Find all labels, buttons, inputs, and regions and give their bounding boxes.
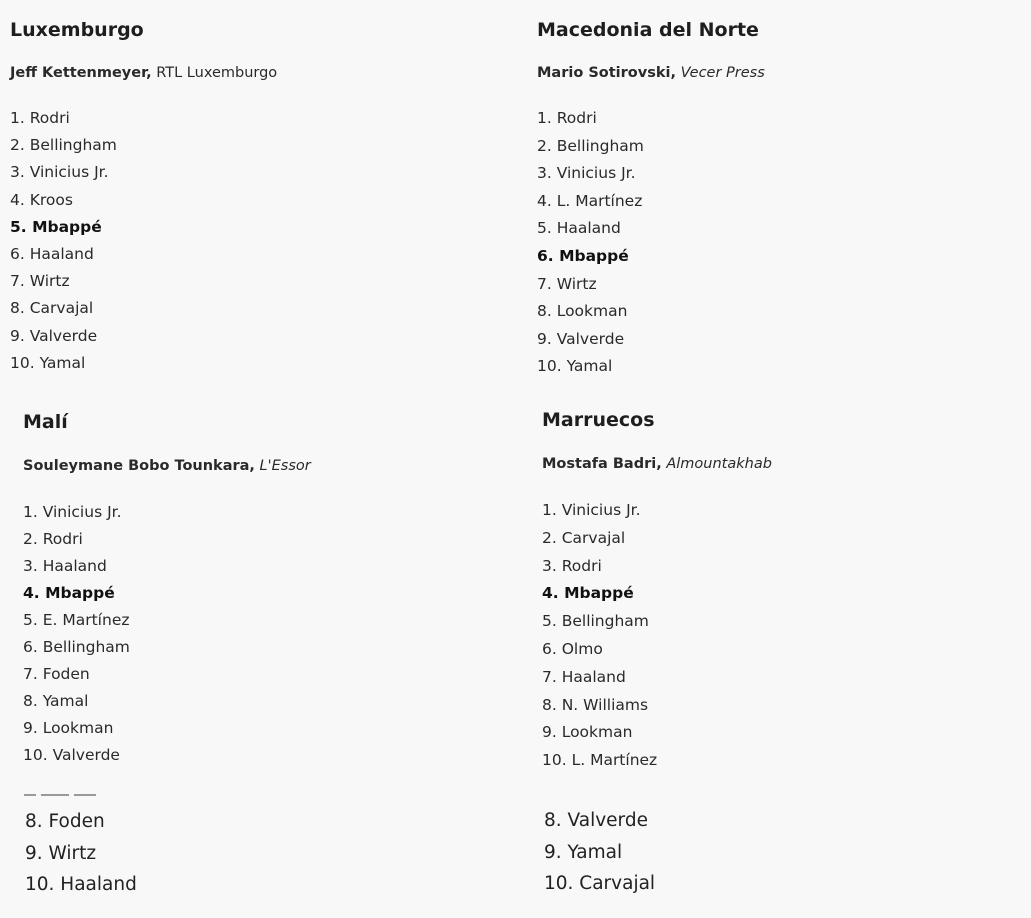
separator: , — [146, 65, 152, 81]
ranking-item: 5. E. Martínez — [23, 611, 130, 629]
ranking-item: 2. Bellingham — [537, 136, 644, 155]
ranking-item: 7. Wirtz — [10, 272, 70, 291]
ranking-item: 10. Yamal — [10, 353, 86, 372]
ranking-item: 4. Kroos — [10, 190, 73, 209]
ranking-item: 3. Rodri — [542, 556, 602, 575]
ranking-item-highlighted: 6. Mbappé — [537, 246, 629, 265]
ranking-item: 7. Foden — [23, 665, 90, 683]
ranking-item: 1. Vinicius Jr. — [23, 503, 122, 521]
ranking-item: 10. Valverde — [23, 746, 120, 764]
ranking-item: 8. Valverde — [544, 810, 648, 831]
ballot-luxembourg — [10, 18, 277, 377]
ranking-item: 7. Haaland — [542, 667, 626, 686]
ranking-item: 1. Rodri — [537, 109, 597, 127]
ranking-item: 10. Haaland — [25, 874, 137, 895]
ranking-item: 6. Haaland — [10, 245, 94, 264]
separator: , — [656, 456, 662, 472]
ranking-item: 9. Valverde — [10, 326, 98, 345]
ranking-item: 4. L. Martínez — [537, 191, 643, 210]
ranking-item: 3. Vinicius Jr. — [10, 163, 109, 182]
ranking-list — [537, 105, 765, 381]
ranking-item: 10. Carvajal — [544, 873, 656, 894]
ranking-item: 8. Foden — [25, 811, 105, 832]
ranking-item: 8. N. Williams — [542, 695, 649, 714]
second-image-left-list — [25, 806, 137, 901]
media-outlet: Almountakhab — [666, 456, 772, 472]
country-heading: Malí — [23, 411, 68, 433]
ranking-item: 5. Bellingham — [542, 612, 649, 631]
ballot-morocco — [542, 408, 772, 775]
ranking-item-highlighted: 4. Mbappé — [542, 584, 634, 603]
ballot-north-macedonia — [537, 18, 765, 381]
country-heading: Macedonia del Norte — [537, 19, 759, 41]
ranking-item: 9. Lookman — [23, 719, 114, 737]
second-image-right-list — [544, 805, 655, 900]
ranking-item: 8. Yamal — [23, 692, 89, 710]
journalist-name: Souleymane Bobo Tounkara — [23, 458, 250, 474]
journalist-line — [10, 63, 277, 83]
journalist-line — [537, 63, 765, 83]
separator: , — [249, 458, 255, 474]
ranking-item: 1. Vinicius Jr. — [542, 501, 641, 519]
media-outlet: Vecer Press — [680, 65, 765, 81]
ranking-item: 1. Rodri — [10, 109, 70, 127]
ranking-item: 9. Wirtz — [25, 842, 97, 864]
ranking-list — [542, 497, 772, 775]
ranking-item: 7. Wirtz — [537, 274, 597, 293]
ranking-item: 2. Rodri — [23, 530, 83, 548]
ballot-mali — [23, 410, 311, 769]
ranking-item: 5. Haaland — [537, 219, 621, 238]
ranking-item: 2. Bellingham — [10, 136, 117, 155]
ranking-item: 6. Bellingham — [23, 638, 130, 656]
ranking-item: 9. Yamal — [544, 841, 623, 863]
country-heading: Marruecos — [542, 409, 655, 431]
ranking-item: 8. Lookman — [537, 302, 628, 321]
ranking-item-highlighted: 5. Mbappé — [10, 217, 102, 236]
ranking-item: 2. Carvajal — [542, 528, 626, 547]
ranking-item-highlighted: 4. Mbappé — [23, 584, 115, 602]
ranking-list — [23, 499, 311, 769]
ranking-item: 9. Valverde — [537, 329, 625, 348]
media-outlet: RTL Luxemburgo — [156, 65, 278, 81]
ranking-item: 3. Vinicius Jr. — [537, 164, 636, 183]
ranking-item: 6. Olmo — [542, 639, 603, 658]
ranking-list — [10, 105, 277, 377]
ranking-item: 10. Yamal — [537, 357, 613, 376]
cropped-text-remnant — [24, 794, 106, 798]
journalist-name: Mostafa Badri — [542, 456, 657, 472]
ranking-item: 3. Haaland — [23, 557, 107, 575]
ranking-item: 10. L. Martínez — [542, 751, 658, 770]
country-heading: Luxemburgo — [10, 19, 144, 41]
ranking-item: 9. Lookman — [542, 723, 633, 742]
ranking-item: 8. Carvajal — [10, 299, 94, 318]
journalist-name: Mario Sotirovski — [537, 65, 671, 81]
journalist-line — [23, 456, 311, 476]
separator: , — [670, 65, 676, 81]
journalist-name: Jeff Kettenmeyer — [10, 65, 147, 81]
journalist-line — [542, 454, 772, 474]
media-outlet: L'Essor — [259, 458, 311, 474]
